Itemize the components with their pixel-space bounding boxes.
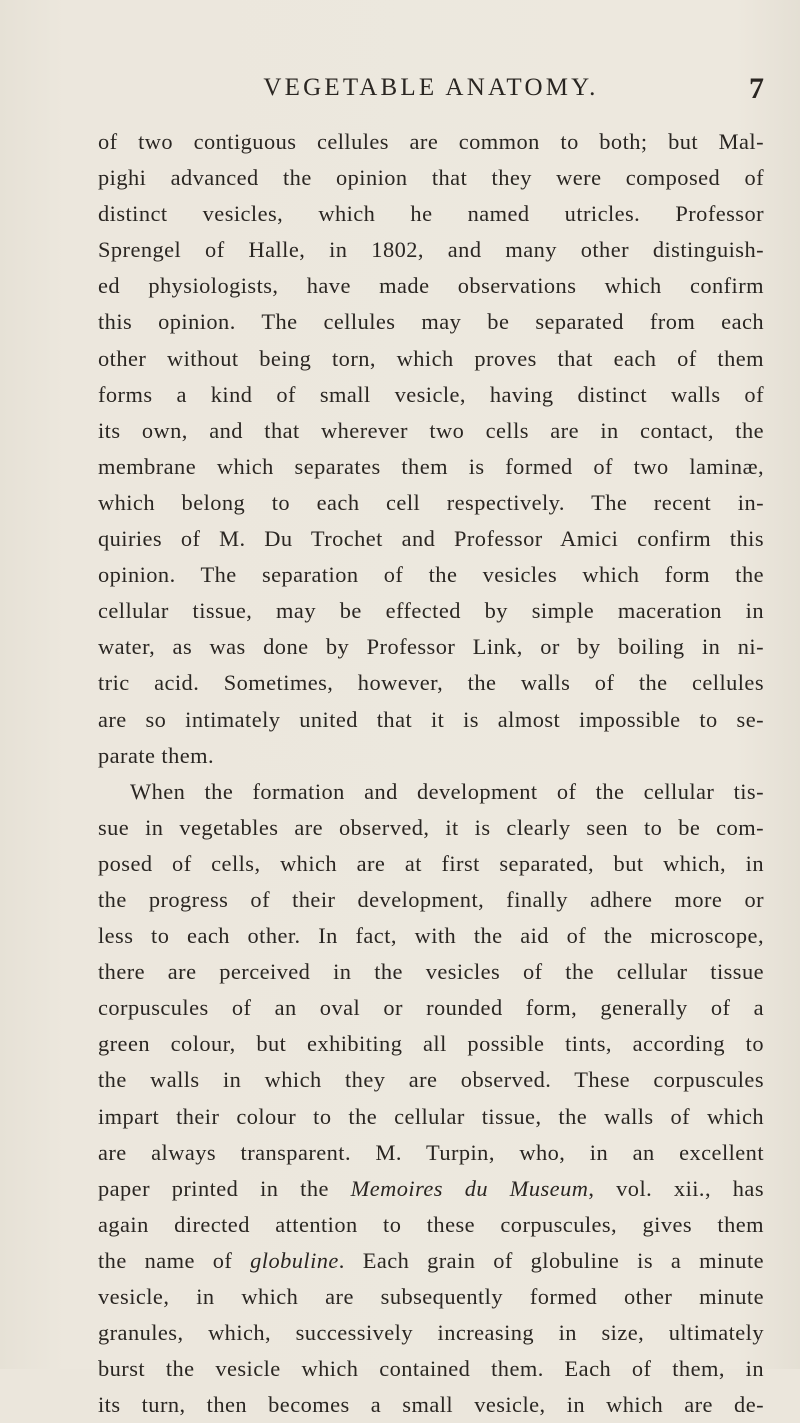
body-text [98,124,764,1423]
text-line-italic-term: the name of globuline. Each grain of globuline is a minute [98,1247,765,1273]
text-line: vesicle, in which are subsequently formed other minute [98,1284,764,1309]
text-line: burst the vesicle which contained them. Each of them, in [98,1356,764,1382]
text-line: impart their colour to the cellular tissue, the walls of which [98,1103,764,1129]
text-line: distinct vesicles, which he named utricles. Professor [98,201,764,227]
text-line: pighi advanced the opinion that they were composed of [98,165,764,191]
text-line: opinion. The separation of the vesicles which form the [98,562,764,588]
text-line: the walls in which they are observed. These corpuscules [98,1067,764,1093]
text-line: membrane which separates them is formed of two laminæ, [98,453,764,479]
text-line: of two contiguous cellules are common to both; but Mal- [98,129,764,154]
text-line: forms a kind of small vesicle, having distinct walls of [98,381,764,407]
text-line: ed physiologists, have made observations which confirm [98,273,764,299]
text-line: this opinion. The cellules may be separated from each [98,309,764,335]
page-number: 7 [749,72,764,105]
text-line: its own, and that wherever two cells are in contact, the [98,417,764,443]
text-line: are so intimately united that it is almost impossible to se- [98,706,764,732]
text-line: other without being torn, which proves that each of them [98,345,764,371]
running-head [98,72,764,108]
running-title: VEGETABLE ANATOMY. [263,74,599,101]
text-line: the progress of their development, finally adhere more or [98,886,764,912]
text-line: cellular tissue, may be effected by simple maceration in [98,598,764,624]
text-line: there are perceived in the vesicles of the cellular tissue [98,959,764,985]
text-line: sue in vegetables are observed, it is clearly seen to be com- [98,814,764,840]
text-line: granules, which, successively increasing in size, ultimately [98,1320,764,1346]
text-line-italic-title: paper printed in the Memoires du Museum, vol. xii., has [98,1175,764,1201]
text-line: which belong to each cell respectively. The recent in- [98,489,764,515]
text-line: quiries of M. Du Trochet and Professor Amici confirm this [98,526,764,552]
text-line: less to each other. In fact, with the aid of the microscope, [98,923,764,949]
text-line: Sprengel of Halle, in 1802, and many other distinguish- [98,237,764,263]
text-line: posed of cells, which are at first separated, but which, in [98,850,764,876]
text-line: tric acid. Sometimes, however, the walls of the cellules [98,670,764,696]
text-line: corpuscules of an oval or rounded form, generally of a [98,995,764,1021]
text-line-paragraph-start: When the formation and development of the cellular tis- [130,778,764,804]
text-line: again directed attention to these corpuscules, gives them [98,1211,764,1237]
text-line: water, as was done by Professor Link, or by boiling in ni- [98,634,764,660]
text-line-paragraph-end: parate them. [98,742,215,768]
text-line: green colour, but exhibiting all possible tints, according to [98,1031,764,1057]
text-line: its turn, then becomes a small vesicle, in which are de- [98,1392,764,1418]
text-line: are always transparent. M. Turpin, who, in an excellent [98,1139,764,1165]
